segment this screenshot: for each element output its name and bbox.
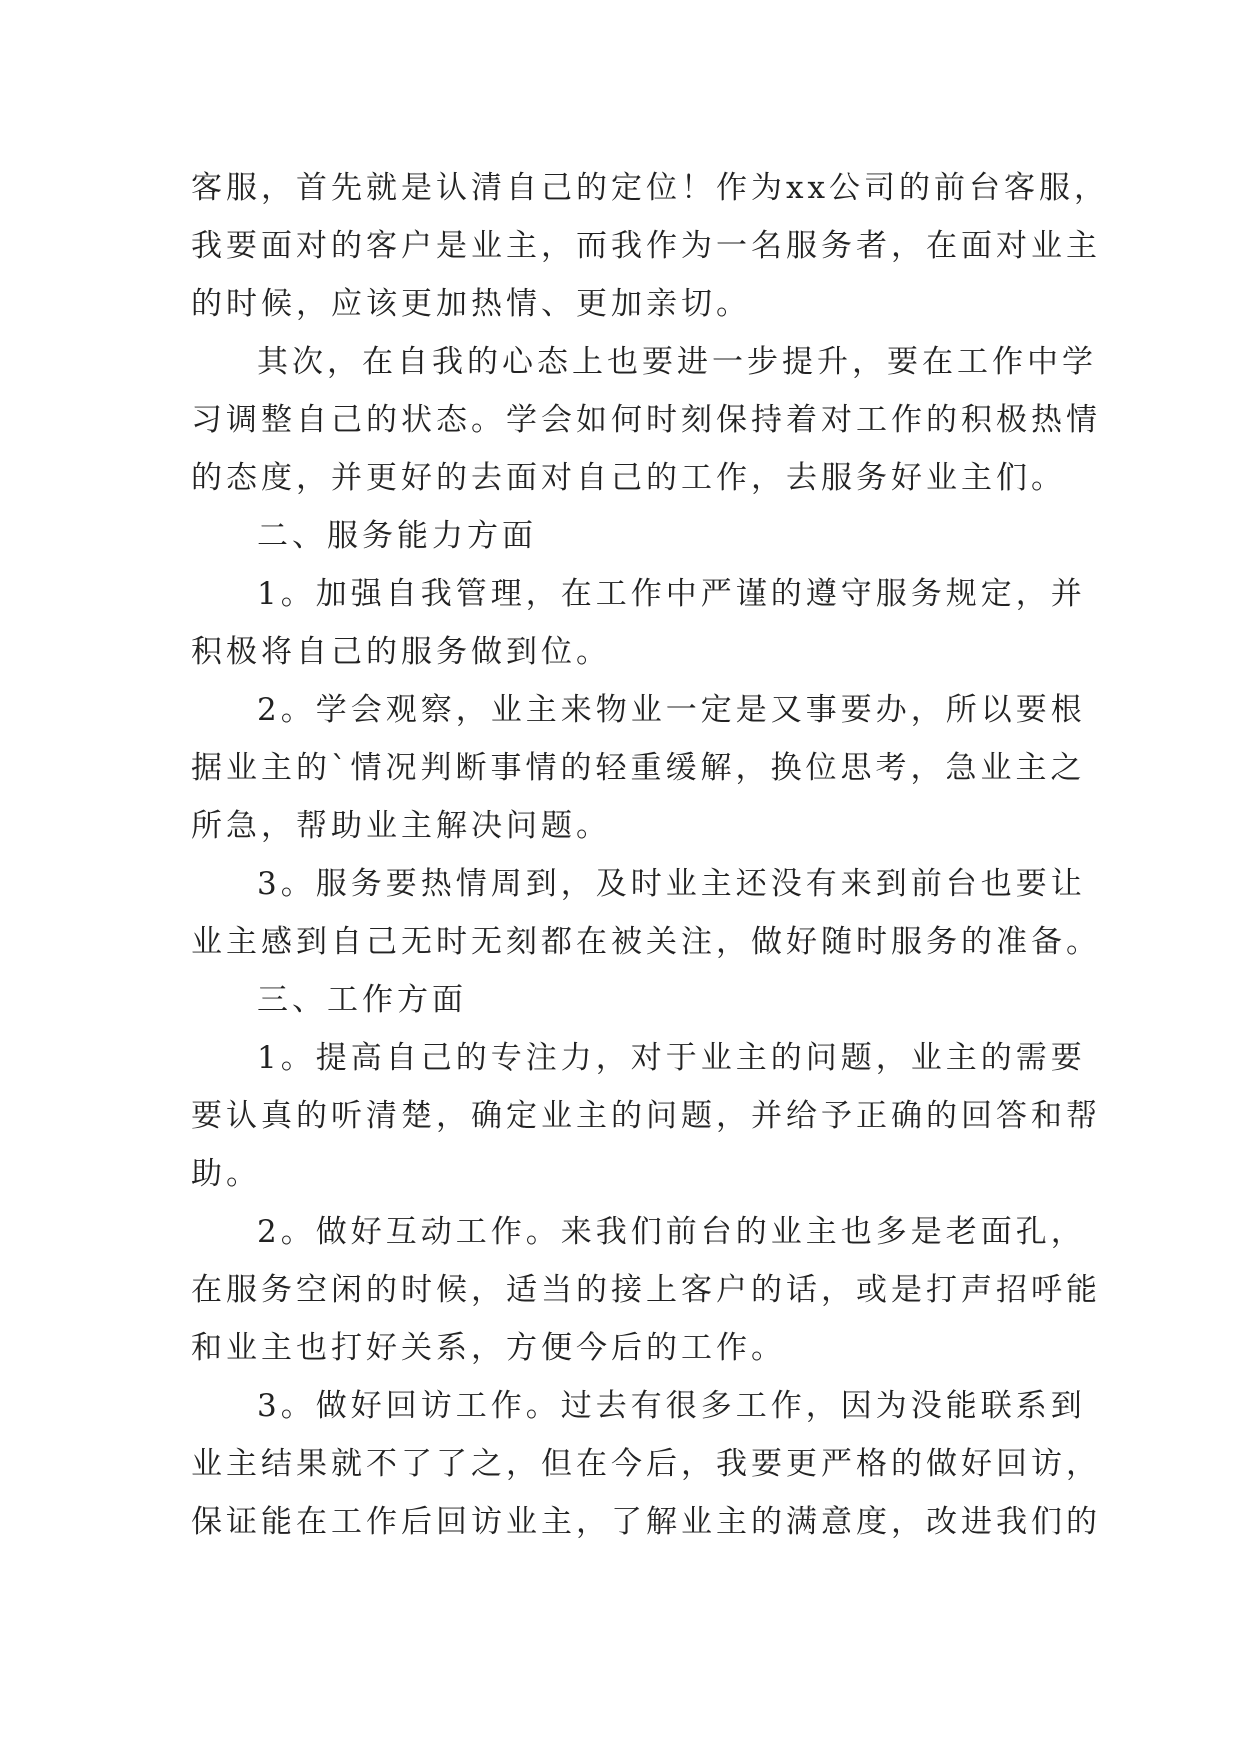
text-line: 积极将自己的服务做到位。 [191,634,611,670]
text-line: 业主结果就不了了之，但在今后，我要更严格的做好回访， [191,1446,1101,1482]
text-line: 的时候，应该更加热情、更加亲切。 [191,286,751,322]
text-line: 2。做好互动工作。来我们前台的业主也多是老面孔， [257,1214,1086,1250]
text-line: 保证能在工作后回访业主，了解业主的满意度，改进我们的 [191,1504,1101,1540]
text-line: 1。加强自我管理，在工作中严谨的遵守服务规定，并 [257,576,1086,612]
section-heading: 二、服务能力方面 [257,518,537,554]
text-line: 助。 [191,1156,261,1192]
text-line: 3。服务要热情周到，及时业主还没有来到前台也要让 [257,866,1086,902]
text-line: 据业主的`情况判断事情的轻重缓解，换位思考，急业主之 [191,750,1086,786]
text-line: 习调整自己的状态。学会如何时刻保持着对工作的积极热情 [191,402,1101,438]
text-line: 2。学会观察，业主来物业一定是又事要办，所以要根 [257,692,1086,728]
text-line: 我要面对的客户是业主，而我作为一名服务者，在面对业主 [191,228,1101,264]
section-heading: 三、工作方面 [257,982,467,1018]
text-line: 其次，在自我的心态上也要进一步提升，要在工作中学 [257,344,1097,380]
text-line: 客服，首先就是认清自己的定位！作为xx公司的前台客服， [191,170,1109,206]
text-line: 在服务空闲的时候，适当的接上客户的话，或是打声招呼能 [191,1272,1101,1308]
text-line: 和业主也打好关系，方便今后的工作。 [191,1330,786,1366]
text-line: 所急，帮助业主解决问题。 [191,808,611,844]
text-line: 的态度，并更好的去面对自己的工作，去服务好业主们。 [191,460,1066,496]
text-line: 3。做好回访工作。过去有很多工作，因为没能联系到 [257,1388,1086,1424]
text-line: 业主感到自己无时无刻都在被关注，做好随时服务的准备。 [191,924,1101,960]
text-line: 要认真的听清楚，确定业主的问题，并给予正确的回答和帮 [191,1098,1101,1134]
text-line: 1。提高自己的专注力，对于业主的问题，业主的需要 [257,1040,1086,1076]
